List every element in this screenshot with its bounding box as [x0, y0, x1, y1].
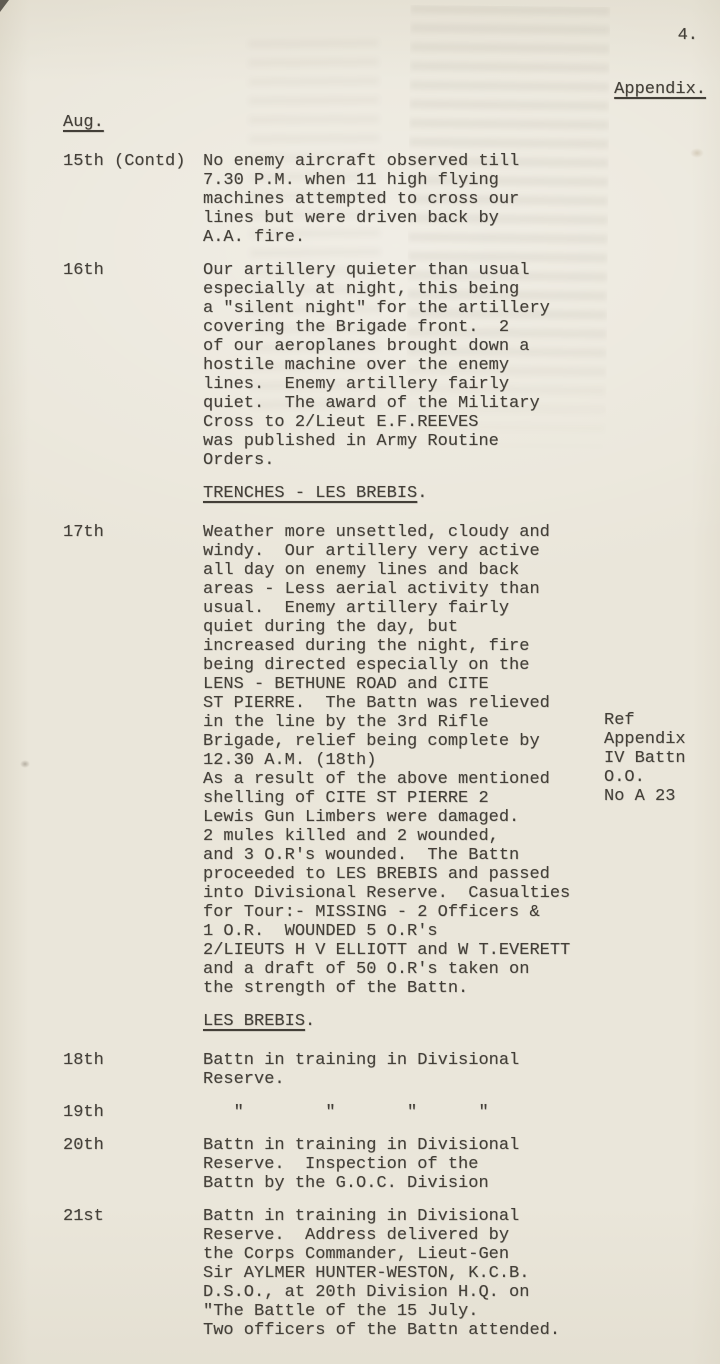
entry-line: in the line by the 3rd Rifle [203, 713, 489, 732]
entry-line: shelling of CITE ST PIERRE 2 [203, 789, 489, 808]
paper-stain [20, 760, 30, 768]
entry-text [203, 523, 623, 998]
entry-line: No enemy aircraft observed till [203, 152, 520, 171]
entry-line: 2/LIEUTS H V ELLIOTT and W T.EVERETT [203, 941, 571, 960]
entry-text [203, 152, 623, 247]
entry-line: machines attempted to cross our [203, 190, 520, 209]
entry-line: lines. Enemy artillery fairly [203, 375, 510, 394]
entry-line: Battn in training in Divisional [203, 1136, 520, 1155]
entry-line: Sir AYLMER HUNTER-WESTON, K.C.B. [203, 1264, 530, 1283]
entry-line: Cross to 2/Lieut E.F.REEVES [203, 413, 479, 432]
entry-line: Brigade, relief being complete by [203, 732, 540, 751]
diary-entry [63, 1051, 623, 1089]
entry-date: 15th (Contd) [63, 152, 186, 171]
entry-date: 18th [63, 1051, 104, 1070]
entry-line: Reserve. [203, 1070, 285, 1089]
entry-line: 2 mules killed and 2 wounded, [203, 827, 499, 846]
section-heading: LES BREBIS. [203, 1012, 316, 1031]
margin-note-line: No A 23 [604, 787, 676, 806]
entry-date: 17th [63, 523, 104, 542]
entry-text [203, 1136, 623, 1193]
entry-line: Orders. [203, 451, 275, 470]
entry-line: " " " " [203, 1103, 489, 1122]
paper-stain [690, 148, 704, 158]
entry-line: being directed especially on the [203, 656, 530, 675]
diary-entries [63, 152, 623, 1354]
margin-note-line: O.O. [604, 768, 645, 787]
section-heading-row [63, 1012, 623, 1031]
margin-note-line: Appendix [604, 730, 686, 749]
diary-entry [63, 261, 623, 470]
entry-line: and a draft of 50 O.R's taken on [203, 960, 530, 979]
section-heading: TRENCHES - LES BREBIS. [203, 484, 428, 503]
appendix-label: Appendix. [614, 80, 706, 99]
entry-line: usual. Enemy artillery fairly [203, 599, 510, 618]
entry-line: and 3 O.R's wounded. The Battn [203, 846, 520, 865]
entry-date: 19th [63, 1103, 104, 1122]
entry-text [203, 1207, 623, 1340]
entry-line: all day on enemy lines and back [203, 561, 520, 580]
entry-line: LENS - BETHUNE ROAD and CITE [203, 675, 489, 694]
entry-line: covering the Brigade front. 2 [203, 318, 510, 337]
entry-line: windy. Our artillery very active [203, 542, 540, 561]
margin-note-line: Ref [604, 711, 635, 730]
diary-entry [63, 523, 623, 998]
entry-line: ST PIERRE. The Battn was relieved [203, 694, 550, 713]
corner-ink-mark [0, 0, 9, 12]
entry-line: the Corps Commander, Lieut-Gen [203, 1245, 510, 1264]
entry-line: increased during the night, fire [203, 637, 530, 656]
entry-line: Battn in training in Divisional [203, 1051, 520, 1070]
entry-line: Lewis Gun Limbers were damaged. [203, 808, 520, 827]
entry-line: hostile machine over the enemy [203, 356, 510, 375]
entry-line: areas - Less aerial activity than [203, 580, 540, 599]
entry-line: Two officers of the Battn attended. [203, 1321, 561, 1340]
entry-date: 21st [63, 1207, 104, 1226]
entry-line: A.A. fire. [203, 228, 306, 247]
entry-date: 20th [63, 1136, 104, 1155]
entry-text [203, 1103, 623, 1122]
entry-line: the strength of the Battn. [203, 979, 469, 998]
entry-line: Reserve. Inspection of the [203, 1155, 479, 1174]
entry-line: lines but were driven back by [203, 209, 499, 228]
entry-line: Battn by the G.O.C. Division [203, 1174, 489, 1193]
entry-line: proceeded to LES BREBIS and passed [203, 865, 550, 884]
margin-note-line: IV Battn [604, 749, 686, 768]
entry-line: a "silent night" for the artillery [203, 299, 550, 318]
diary-entry [63, 1103, 623, 1122]
entry-line: As a result of the above mentioned [203, 770, 550, 789]
margin-note [604, 711, 714, 806]
diary-entry [63, 1207, 623, 1340]
entry-line: quiet during the day, but [203, 618, 459, 637]
entry-line: Reserve. Address delivered by [203, 1226, 510, 1245]
diary-entry [63, 152, 623, 247]
entry-line: 7.30 P.M. when 11 high flying [203, 171, 499, 190]
entry-line: into Divisional Reserve. Casualties [203, 884, 571, 903]
entry-text [203, 1051, 623, 1089]
entry-line: 1 O.R. WOUNDED 5 O.R's [203, 922, 438, 941]
entry-line: D.S.O., at 20th Division H.Q. on [203, 1283, 530, 1302]
entry-line: Battn in training in Divisional [203, 1207, 520, 1226]
entry-date: 16th [63, 261, 104, 280]
entry-line: Weather more unsettled, cloudy and [203, 523, 550, 542]
entry-line: was published in Army Routine [203, 432, 499, 451]
entry-line: Our artillery quieter than usual [203, 261, 530, 280]
diary-entry [63, 1136, 623, 1193]
entry-line: 12.30 A.M. (18th) [203, 751, 377, 770]
month-heading: Aug. [63, 113, 104, 132]
entry-line: quiet. The award of the Military [203, 394, 540, 413]
entry-line: "The Battle of the 15 July. [203, 1302, 479, 1321]
entry-line: especially at night, this being [203, 280, 520, 299]
entry-line: of our aeroplanes brought down a [203, 337, 530, 356]
section-heading-row [63, 484, 623, 503]
entry-text [203, 261, 623, 470]
page-number: 4. [677, 26, 698, 45]
entry-line: for Tour:- MISSING - 2 Officers & [203, 903, 540, 922]
